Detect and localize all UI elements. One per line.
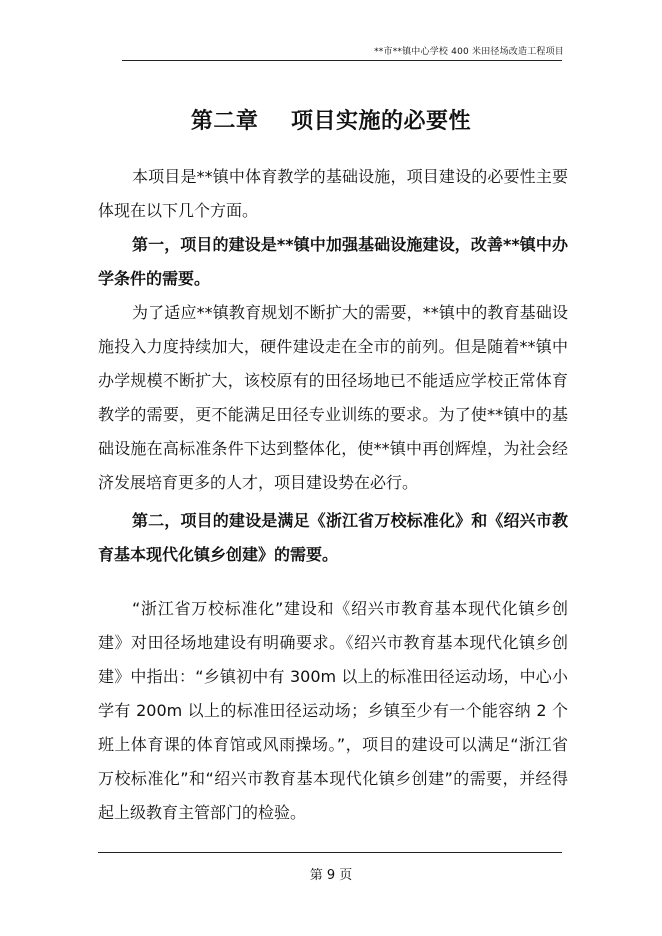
page-header-text: **市**镇中心学校 400 米田径场改造工程项目 bbox=[374, 47, 564, 57]
point-one-heading: 第一，项目的建设是**镇中加强基础设施建设，改善**镇中办学条件的需要。 bbox=[98, 235, 568, 288]
point-one-body-block bbox=[98, 296, 568, 500]
point-one-heading-block bbox=[98, 228, 568, 296]
point-two-body-block bbox=[98, 592, 568, 830]
intro-block bbox=[98, 160, 568, 228]
point-two-heading-block bbox=[98, 504, 568, 572]
point-two-heading: 第二，项目的建设是满足《浙江省万校标准化》和《绍兴市教育基本现代化镇乡创建》的需要。 bbox=[98, 511, 568, 564]
point-one-paragraph: 为了适应**镇教育规划不断扩大的需要，**镇中的教育基础设施投入力度持续加大，硬件建设走在全市的前列。但是随着**镇中办学规模不断扩大，该校原有的田径场地已不能适应学校正常体育教学的需要，更不能满足田径专业训练的要求。为了使**镇中的基础设施在高标准条件下达到整体化，使**镇中再创辉煌，为社会经济发展培育更多的人才，项目建设势在必行。 bbox=[98, 303, 568, 492]
point-two-paragraph: “浙江省万校标准化”建设和《绍兴市教育基本现代化镇乡创建》对田径场地建设有明确要求。《绍兴市教育基本现代化镇乡创建》中指出：“乡镇初中有 300m 以上的标准田径运动场，中心小学有 200m 以上的标准田径运动场；乡镇至少有一个能容纳 2 个班上体育课的体育馆或风雨操场。”，项目的建设可以满足“浙江省万校标准化”和“绍兴市教育基本现代化镇乡创建”的需要，并经得起上级教育主管部门的检验。 bbox=[98, 599, 568, 822]
header-rule bbox=[122, 60, 562, 61]
intro-paragraph: 本项目是**镇中体育教学的基础设施，项目建设的必要性主要体现在以下几个方面。 bbox=[98, 167, 568, 220]
footer-rule bbox=[98, 852, 562, 853]
page-number: 第 9 页 bbox=[309, 868, 353, 883]
chapter-title: 第二章 项目实施的必要性 bbox=[190, 109, 472, 134]
